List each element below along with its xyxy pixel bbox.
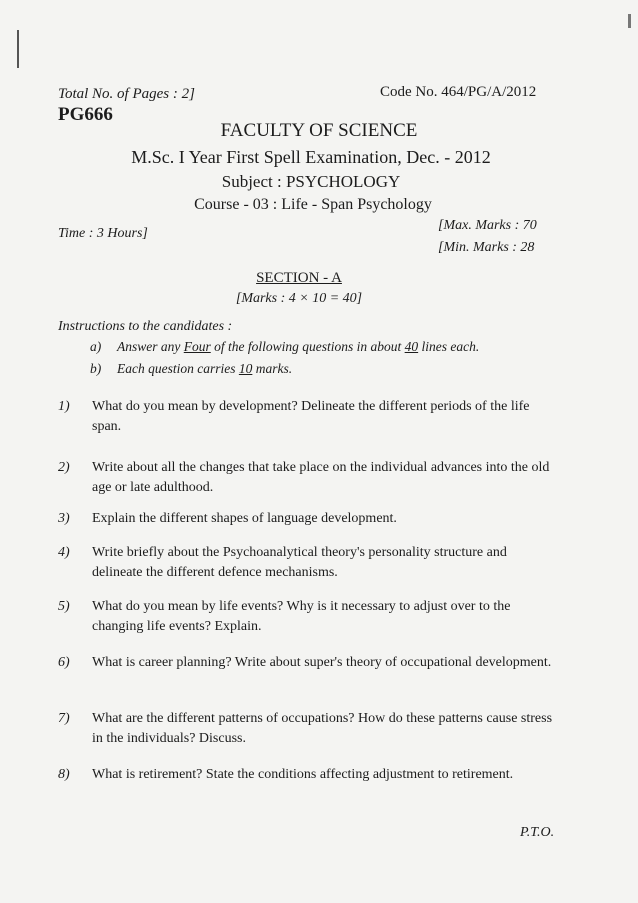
question-item — [58, 765, 558, 785]
question-item — [58, 709, 558, 749]
question-item — [58, 458, 558, 498]
question-item — [58, 397, 558, 437]
question-number: 4) — [58, 545, 70, 560]
question-number: 5) — [58, 599, 70, 614]
instruction-text: Each question carries — [117, 361, 239, 376]
min-marks: [Min. Marks : 28 — [438, 240, 535, 255]
instruction-emphasis: 40 — [404, 339, 419, 354]
question-number: 8) — [58, 767, 70, 782]
instruction-text: Answer any — [117, 339, 184, 354]
question-number: 3) — [58, 511, 70, 526]
question-text: What do you mean by development? Delineate the different periods of the life span. — [92, 399, 530, 434]
question-number: 1) — [58, 399, 70, 414]
question-item — [58, 653, 558, 673]
instruction-text: marks. — [252, 361, 293, 376]
time-allowed: Time : 3 Hours] — [58, 226, 148, 241]
question-item — [58, 509, 558, 529]
question-number: 7) — [58, 711, 70, 726]
paper-code: PG666 — [58, 104, 113, 125]
instruction-item — [90, 339, 479, 355]
question-text: What do you mean by life events? Why is it necessary to adjust over to the changing life events? Explain. — [92, 599, 511, 634]
instructions-heading: Instructions to the candidates : — [58, 319, 233, 334]
instruction-text: lines each. — [418, 339, 480, 354]
instruction-text: of the following questions in about — [210, 339, 405, 354]
question-text: What are the different patterns of occupations? How do these patterns cause stress in the individuals? Discuss. — [92, 711, 553, 746]
question-number: 6) — [58, 655, 70, 670]
instruction-label: b) — [90, 361, 102, 376]
max-marks: [Max. Marks : 70 — [438, 218, 537, 233]
instruction-emphasis: Four — [183, 339, 211, 354]
question-item — [58, 597, 558, 637]
question-text: Write briefly about the Psychoanalytical theory's personality structure and delineate the different defence mechanisms. — [92, 545, 507, 580]
instruction-item — [90, 361, 292, 377]
question-text: What is career planning? Write about super's theory of occupational development. — [92, 655, 552, 670]
question-text: Explain the different shapes of language development. — [92, 511, 397, 526]
question-item — [58, 543, 558, 583]
question-text: What is retirement? State the conditions affecting adjustment to retirement. — [92, 767, 514, 782]
course-title: Course - 03 : Life - Span Psychology — [194, 196, 432, 213]
total-pages: Total No. of Pages : 2] — [58, 86, 195, 102]
question-text: Write about all the changes that take place on the individual advances into the old age or late adulthood. — [92, 460, 550, 495]
section-marks: [Marks : 4 × 10 = 40] — [235, 291, 363, 306]
question-number: 2) — [58, 460, 70, 475]
subject-title: Subject : PSYCHOLOGY — [221, 172, 401, 191]
instruction-label: a) — [90, 339, 102, 354]
scan-artifact — [17, 30, 19, 68]
faculty-title: FACULTY OF SCIENCE — [220, 120, 418, 141]
code-number: Code No. 464/PG/A/2012 — [380, 84, 537, 100]
pto-label: P.T.O. — [520, 825, 555, 840]
section-title: SECTION - A — [256, 270, 342, 286]
instruction-emphasis: 10 — [238, 361, 253, 376]
scan-artifact — [628, 14, 631, 28]
exam-title: M.Sc. I Year First Spell Examination, Dec. - 2012 — [131, 147, 491, 167]
